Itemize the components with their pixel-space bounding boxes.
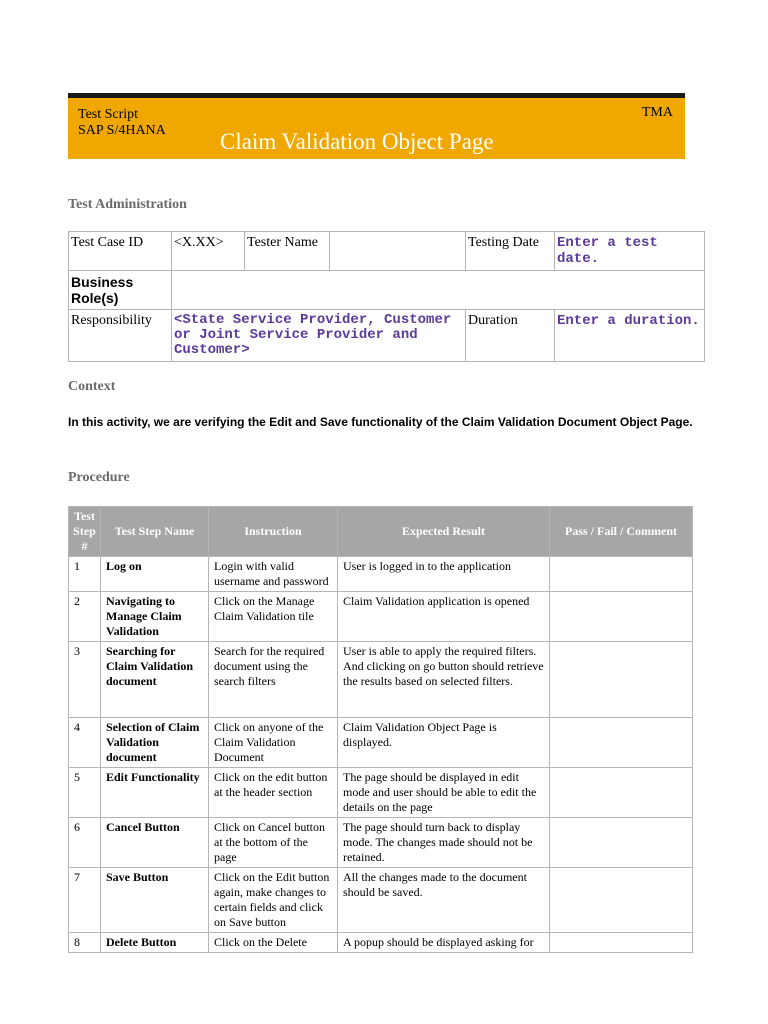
table-row xyxy=(69,642,693,718)
product-name: SAP S/4HANA xyxy=(78,123,166,138)
responsibility-label: Responsibility xyxy=(69,310,172,362)
step-name: Selection of Claim Validation document xyxy=(101,718,209,768)
testing-date-value[interactable]: Enter a test date. xyxy=(555,232,705,271)
tester-name-value[interactable] xyxy=(330,232,466,271)
duration-value[interactable]: Enter a duration. xyxy=(555,310,705,362)
business-roles-label: Business Role(s) xyxy=(69,271,172,310)
step-name: Navigating to Manage Claim Validation xyxy=(101,592,209,642)
table-row xyxy=(69,818,693,868)
column-header-instruction: Instruction xyxy=(209,507,338,557)
step-expected: User is logged in to the application xyxy=(338,557,550,592)
step-instruction: Search for the required document using the search filters xyxy=(209,642,338,718)
step-pass-fail[interactable] xyxy=(550,718,693,768)
step-pass-fail[interactable] xyxy=(550,933,693,953)
table-row xyxy=(69,868,693,933)
step-number: 3 xyxy=(69,642,101,718)
step-instruction: Click on the Delete xyxy=(209,933,338,953)
step-pass-fail[interactable] xyxy=(550,868,693,933)
step-expected: The page should be displayed in edit mode and user should be able to edit the details on the page xyxy=(338,768,550,818)
test-administration-heading: Test Administration xyxy=(68,197,187,212)
context-heading: Context xyxy=(68,379,116,394)
step-pass-fail[interactable] xyxy=(550,557,693,592)
step-instruction: Click on the edit button at the header section xyxy=(209,768,338,818)
step-number: 6 xyxy=(69,818,101,868)
step-name: Log on xyxy=(101,557,209,592)
table-row xyxy=(69,768,693,818)
responsibility-value[interactable]: <State Service Provider, Customer or Joint Service Provider and Customer> xyxy=(172,310,466,362)
step-instruction: Click on anyone of the Claim Validation Document xyxy=(209,718,338,768)
step-name: Searching for Claim Validation document xyxy=(101,642,209,718)
test-case-id-label: Test Case ID xyxy=(69,232,172,271)
testing-date-label: Testing Date xyxy=(466,232,555,271)
org-label: TMA xyxy=(641,105,673,120)
column-header-expected: Expected Result xyxy=(338,507,550,557)
column-header-pass-fail: Pass / Fail / Comment xyxy=(550,507,693,557)
step-name: Save Button xyxy=(101,868,209,933)
procedure-heading: Procedure xyxy=(68,470,130,485)
step-expected: The page should turn back to display mode. The changes made should not be retained. xyxy=(338,818,550,868)
step-name: Edit Functionality xyxy=(101,768,209,818)
step-expected: A popup should be displayed asking for xyxy=(338,933,550,953)
step-name: Delete Button xyxy=(101,933,209,953)
step-number: 8 xyxy=(69,933,101,953)
table-row xyxy=(69,933,693,953)
step-expected: User is able to apply the required filters. And clicking on go button should retrieve the results based on selected filters. xyxy=(338,642,550,718)
step-number: 5 xyxy=(69,768,101,818)
step-instruction: Click on the Edit button again, make changes to certain fields and click on Save button xyxy=(209,868,338,933)
doc-type: Test Script xyxy=(78,107,139,122)
step-pass-fail[interactable] xyxy=(550,768,693,818)
step-number: 1 xyxy=(69,557,101,592)
procedure-table xyxy=(68,506,693,953)
column-header-name: Test Step Name xyxy=(101,507,209,557)
table-row xyxy=(69,557,693,592)
table-row xyxy=(69,592,693,642)
step-instruction: Click on the Manage Claim Validation tile xyxy=(209,592,338,642)
duration-label: Duration xyxy=(466,310,555,362)
step-expected: All the changes made to the document should be saved. xyxy=(338,868,550,933)
step-number: 2 xyxy=(69,592,101,642)
business-roles-value[interactable] xyxy=(172,271,705,310)
step-pass-fail[interactable] xyxy=(550,592,693,642)
column-header-step: Test Step # xyxy=(69,507,101,557)
test-administration-table xyxy=(68,231,705,362)
step-instruction: Login with valid username and password xyxy=(209,557,338,592)
step-number: 4 xyxy=(69,718,101,768)
test-case-id-value[interactable]: <X.XX> xyxy=(172,232,245,271)
step-number: 7 xyxy=(69,868,101,933)
step-instruction: Click on Cancel button at the bottom of the page xyxy=(209,818,338,868)
step-pass-fail[interactable] xyxy=(550,818,693,868)
step-pass-fail[interactable] xyxy=(550,642,693,718)
context-text: In this activity, we are verifying the Edit and Save functionality of the Claim Validation Document Object Page. xyxy=(68,415,693,429)
step-expected: Claim Validation application is opened xyxy=(338,592,550,642)
table-row xyxy=(69,718,693,768)
step-name: Cancel Button xyxy=(101,818,209,868)
tester-name-label: Tester Name xyxy=(245,232,330,271)
header-banner xyxy=(68,93,685,159)
step-expected: Claim Validation Object Page is displayed. xyxy=(338,718,550,768)
page-title: Claim Validation Object Page xyxy=(220,129,494,154)
